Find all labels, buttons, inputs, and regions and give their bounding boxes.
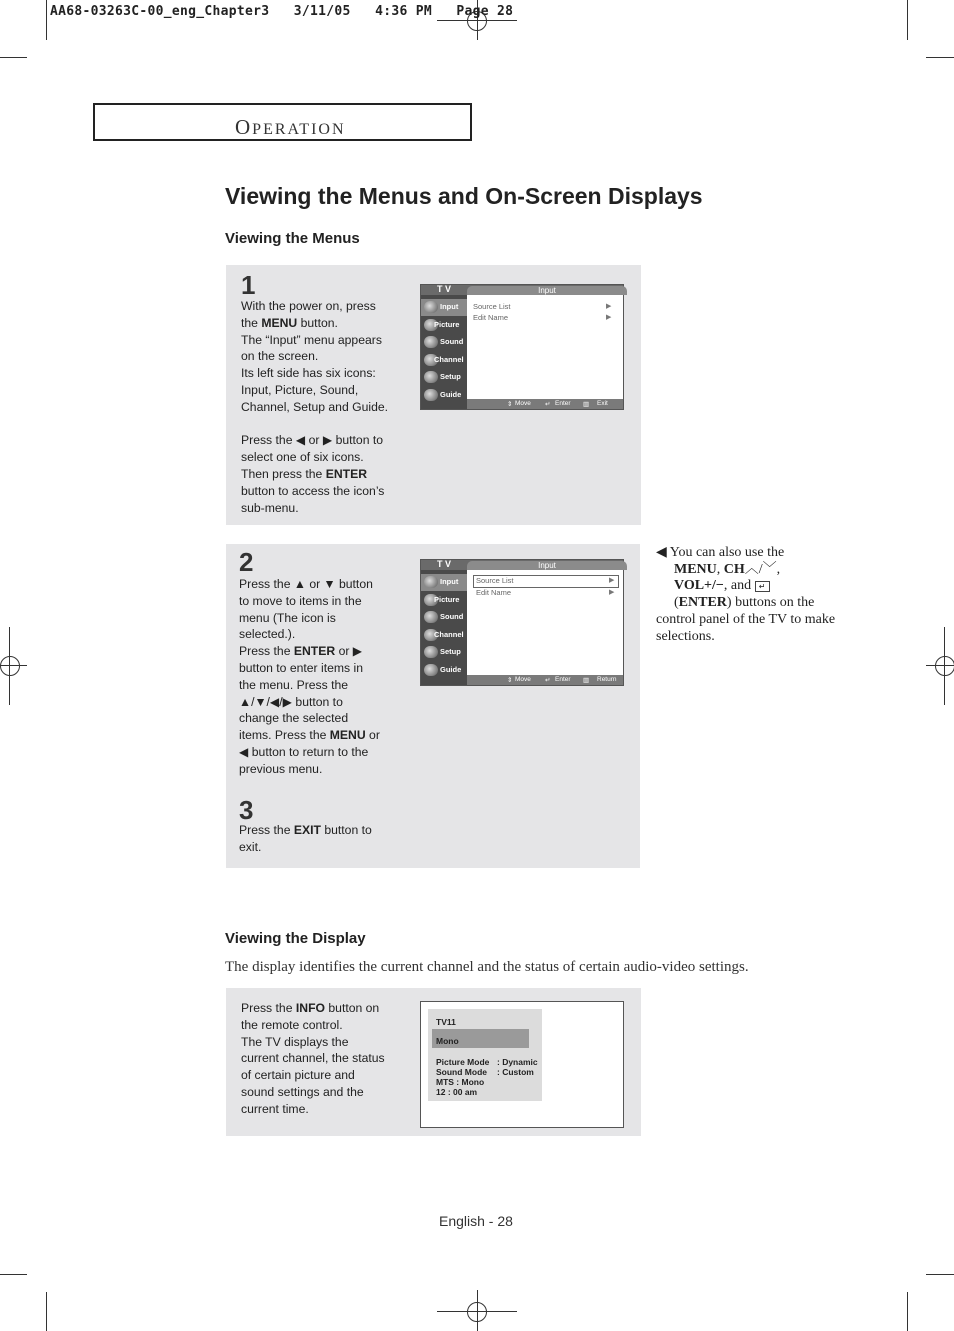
- menu-icon-channel: [421, 627, 467, 644]
- text-line: sub-menu.: [241, 500, 299, 515]
- text-line: [241, 416, 401, 433]
- text-line: Press the ENTER or ▶: [239, 644, 363, 659]
- text-line: Press the INFO button on: [241, 1001, 380, 1015]
- text-line: previous menu.: [239, 761, 323, 776]
- move-icon: ⇕: [507, 677, 513, 684]
- screen-icon-sidebar: [421, 295, 467, 409]
- menu-icon-input: [421, 574, 467, 591]
- display-description: The display identifies the current channel and the status of certain audio-video settings.: [225, 959, 749, 975]
- menu-item-edit-name: Edit Name: [476, 588, 512, 597]
- screen-tv-label: T V: [437, 284, 452, 294]
- menu-icon-label: Setup: [440, 647, 461, 656]
- tv-menu-screen-2: [420, 559, 624, 686]
- sound-icon: [424, 611, 438, 623]
- crop-mark: [926, 1274, 954, 1275]
- text-line: button to enter items in: [239, 660, 363, 675]
- step3-number: 3: [239, 795, 254, 825]
- menu-icon-label: Picture: [434, 319, 460, 329]
- input-icon: [424, 301, 438, 313]
- footer-move: Move: [515, 676, 531, 683]
- text-line: Press the ◀ or ▶ button to: [241, 433, 384, 448]
- text-line: to move to items in the: [239, 593, 362, 608]
- enter-icon: ↵: [545, 401, 551, 408]
- subtitle-display: Viewing the Display: [225, 930, 366, 947]
- side-note: ◀ You can also use the MENU, CH︿/﹀, VOL+/−, and ↵ (ENTER) buttons on the control panel of the TV to make selections.: [656, 545, 836, 644]
- footer-move: Move: [515, 400, 531, 407]
- info-picture-mode-label: Picture Mode: [436, 1057, 490, 1067]
- text-line: Its left side has six icons:: [241, 366, 376, 381]
- move-icon: ⇕: [507, 401, 513, 408]
- step2-number: 2: [239, 547, 254, 577]
- crop-mark: [907, 1292, 908, 1331]
- info-sound-mode-label: Sound Mode: [436, 1067, 487, 1077]
- screen-icon-sidebar: [421, 570, 467, 685]
- menu-icon-guide: [421, 662, 467, 679]
- menu-icon-label: Guide: [440, 664, 462, 674]
- screen-footer: [467, 399, 623, 409]
- text-line: exit.: [239, 839, 262, 854]
- text-line: the remote control.: [241, 1017, 343, 1032]
- text-line: items. Press the MENU or: [239, 728, 380, 743]
- chevron-down-icon: ﹀: [762, 561, 777, 577]
- text-line: the MENU button.: [241, 315, 338, 330]
- text-line: Press the ▲ or ▼ button: [239, 577, 373, 591]
- right-arrow-icon: ▶: [606, 314, 612, 321]
- menu-icon-label: Guide: [440, 389, 462, 399]
- registration-line: [9, 627, 10, 705]
- chevron-up-icon: ︿: [744, 561, 759, 577]
- footer-enter: Enter: [555, 400, 571, 407]
- step3-text: [239, 822, 399, 856]
- exit-icon: ▥: [583, 401, 590, 408]
- registration-line: [477, 1290, 478, 1331]
- menu-item-source-list: Source List: [476, 576, 514, 585]
- menu-icon-label: Setup: [440, 372, 461, 381]
- input-icon: [424, 576, 438, 588]
- info-mts: MTS : Mono: [436, 1077, 485, 1087]
- menu-icon-label: Picture: [434, 594, 460, 604]
- text-line: ◀ button to return to the: [239, 744, 369, 759]
- text-line: Input, Picture, Sound,: [241, 382, 359, 397]
- menu-item-edit-name: Edit Name: [473, 313, 509, 322]
- menu-icon-channel: [421, 352, 467, 369]
- crop-mark: [46, 1292, 47, 1331]
- crop-mark: [0, 57, 27, 58]
- footer-exit: Exit: [597, 400, 608, 407]
- menu-icon-setup: [421, 369, 467, 386]
- crop-mark: [907, 0, 908, 40]
- text-line: selected.).: [239, 627, 296, 642]
- print-header: AA68-03263C-00_eng_Chapter3 3/11/05 4:36 PM Page 28: [50, 4, 514, 19]
- menu-icon-sound: [421, 609, 467, 626]
- text-line: current channel, the status: [241, 1051, 385, 1066]
- info-time: 12 : 00 am: [436, 1087, 478, 1097]
- setup-icon: [424, 646, 438, 658]
- menu-icon-label: Input: [440, 577, 459, 586]
- subtitle-menus: Viewing the Menus: [225, 230, 360, 247]
- screen-footer: [467, 675, 623, 685]
- text-line: button to access the icon’s: [241, 483, 385, 498]
- text-line: With the power on, press: [241, 299, 376, 313]
- registration-mark: [0, 656, 20, 676]
- text-line: The “Input” menu appears: [241, 332, 382, 347]
- info-text: [241, 1000, 401, 1118]
- screen-tab: Input: [467, 561, 627, 570]
- menu-icon-label: Channel: [434, 354, 464, 364]
- menu-icon-label: Sound: [440, 337, 464, 346]
- info-audio: Mono: [436, 1036, 459, 1046]
- menu-icon-label: Input: [440, 302, 459, 311]
- menu-icon-label: Sound: [440, 612, 464, 621]
- text-line: the menu. Press the: [239, 677, 349, 692]
- text-line: sound settings and the: [241, 1084, 364, 1099]
- page-title: Viewing the Menus and On-Screen Displays: [225, 183, 703, 209]
- text-line: change the selected: [239, 711, 349, 726]
- menu-icon-sound: [421, 334, 467, 351]
- registration-line: [926, 665, 954, 666]
- sound-icon: [424, 336, 438, 348]
- right-arrow-icon: ▶: [609, 589, 615, 596]
- step2-text: [239, 576, 399, 778]
- setup-icon: [424, 371, 438, 383]
- crop-mark: [0, 1274, 27, 1275]
- guide-icon: [424, 389, 438, 401]
- return-icon: ▥: [583, 677, 590, 684]
- footer-enter: Enter: [555, 676, 571, 683]
- text-line: Press the EXIT button to: [239, 823, 372, 837]
- guide-icon: [424, 664, 438, 676]
- registration-line: [944, 627, 945, 705]
- text-line: Then press the ENTER: [241, 466, 367, 481]
- info-channel: TV11: [436, 1017, 456, 1027]
- page-footer: English - 28: [439, 1213, 513, 1229]
- crop-mark: [926, 57, 954, 58]
- menu-icon-guide: [421, 387, 467, 404]
- info-sound-mode-value: : Custom: [497, 1067, 534, 1077]
- enter-button-icon: ↵: [755, 581, 770, 592]
- text-line: Channel, Setup and Guide.: [241, 399, 389, 414]
- text-line: of certain picture and: [241, 1068, 355, 1083]
- menu-icon-picture: [421, 317, 467, 334]
- enter-icon: ↵: [545, 677, 551, 684]
- footer-return: Return: [597, 676, 617, 683]
- screen-tv-label: T V: [437, 559, 452, 569]
- tv-menu-screen-1: [420, 284, 624, 410]
- text-line: current time.: [241, 1101, 309, 1116]
- menu-icon-input: [421, 299, 467, 316]
- info-osd: [428, 1009, 542, 1101]
- section-box: [93, 103, 472, 141]
- crop-mark: [46, 0, 47, 40]
- step1-text: [241, 298, 401, 516]
- registration-line: [0, 665, 27, 666]
- text-line: ▲/▼/◀/▶ button to: [239, 694, 343, 709]
- step1-number: 1: [241, 270, 256, 300]
- menu-item-source-list: Source List: [473, 302, 511, 311]
- right-arrow-icon: ▶: [606, 303, 612, 310]
- section-label: OPERATION: [235, 115, 346, 139]
- text-line: menu (The icon is: [239, 610, 336, 625]
- screen-tab: Input: [467, 286, 627, 295]
- right-arrow-icon: ▶: [609, 577, 615, 584]
- menu-icon-setup: [421, 644, 467, 661]
- menu-icon-picture: [421, 592, 467, 609]
- text-line: on the screen.: [241, 349, 319, 364]
- text-line: The TV displays the: [241, 1034, 349, 1049]
- menu-icon-label: Channel: [434, 629, 464, 639]
- info-picture-mode-value: : Dynamic: [497, 1057, 538, 1067]
- text-line: select one of six icons.: [241, 450, 364, 465]
